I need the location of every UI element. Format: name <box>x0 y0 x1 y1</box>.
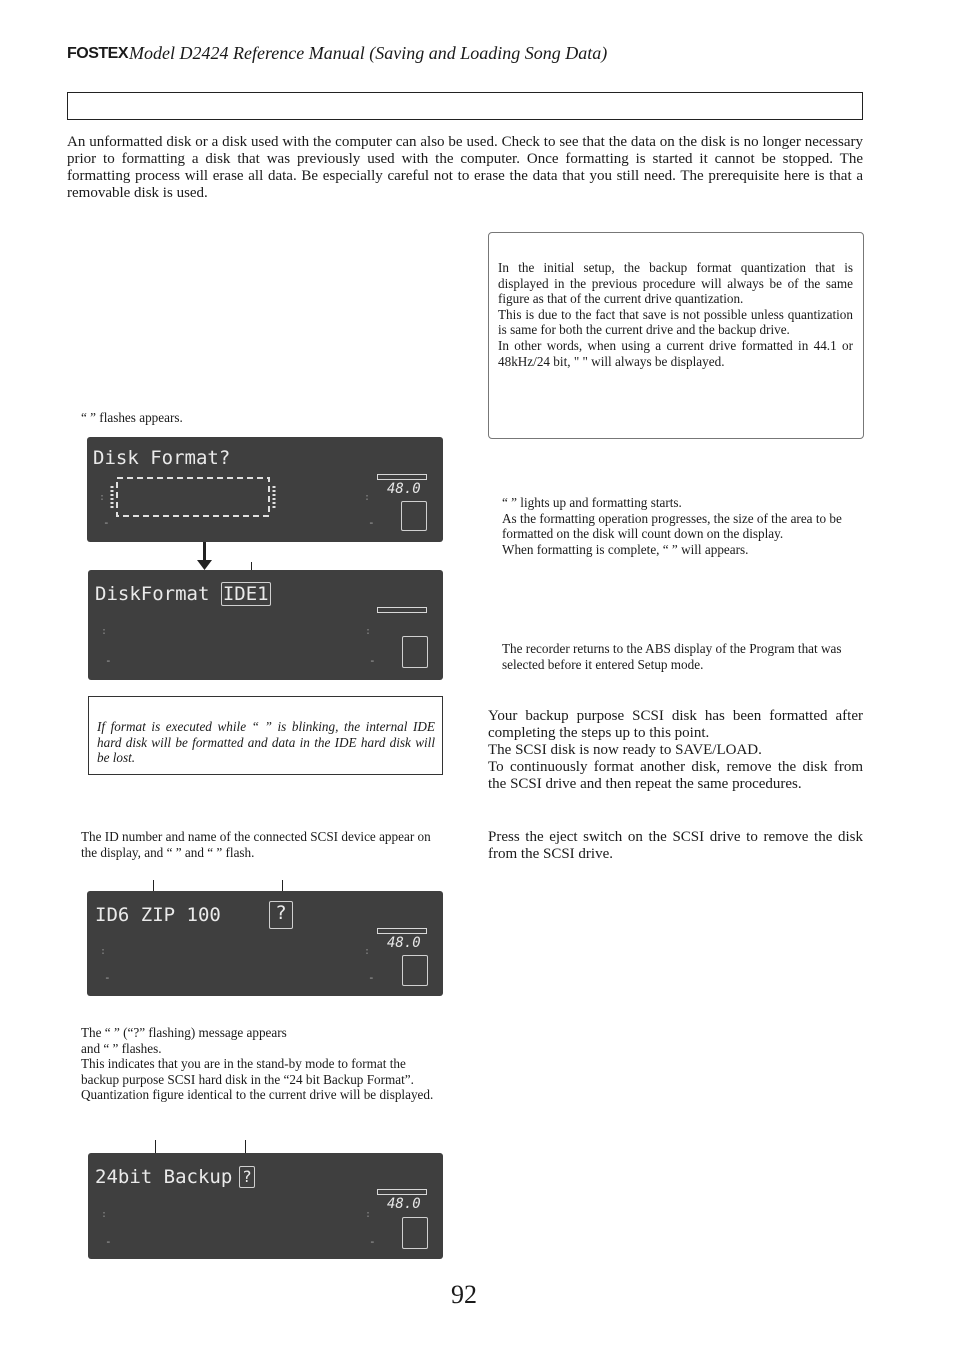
note-box <box>488 232 864 439</box>
fostex-logo: FOSTEX <box>67 45 129 62</box>
disk-indicator-icon <box>402 636 428 668</box>
summary-text: Your backup purpose SCSI disk has been formatted after completing the steps up to this point. The SCSI disk is now ready to SAVE/LOAD. To continuously format another disk, remove the disk from the SCSI drive and then repeat the same procedures. <box>488 708 863 792</box>
lcd-scsi-text: ID6 ZIP 100 <box>95 904 221 926</box>
lcd-disk-format: Disk Format? : - : - 48.0 <box>87 437 443 542</box>
step-backup-text: The “ ” (“?” flashing) message appears and “ ” flashes. This indicates that you are in the stand-by mode to format the backup purpose SCSI hard disk in the “24 bit Backup Format”. Quantization figure identical to the current drive will be displayed. <box>81 1025 434 1103</box>
warning-text: If format is executed while “ ” is blinking, the internal IDE hard disk will be formatted and data in the IDE hard disk will be lost. <box>97 719 435 766</box>
eject-text: Press the eject switch on the SCSI drive to remove the disk from the SCSI drive. <box>488 829 863 862</box>
intro-paragraph: An unformatted disk or a disk used with the computer can also be used. Check to see that the data on the disk is no longer necessary prior to formatting a disk that was previously used with the computer. Once formatting is started it cannot be stopped. The formatting process will erase all data. Be especially careful not to erase the data that you still need. The prerequisite here is that a removable disk is used. <box>67 134 863 201</box>
lcd-backup-highlight: ? <box>239 1166 255 1188</box>
disk-indicator-icon <box>401 501 427 531</box>
level-meter <box>377 1189 427 1195</box>
section-heading-box <box>67 92 863 120</box>
step-return-text: The recorder returns to the ABS display of the Program that was selected before it entered Setup mode. <box>502 641 842 672</box>
lcd-ide-highlight: IDE1 <box>222 583 269 605</box>
level-meter <box>377 928 427 934</box>
disk-indicator-icon <box>402 955 428 986</box>
lcd-scsi-highlight: ? <box>269 901 293 929</box>
arrow-head-icon <box>197 560 212 570</box>
sample-rate-display: 48.0 <box>387 1196 421 1212</box>
page-title: Model D2424 Reference Manual (Saving and Loading Song Data) <box>129 43 608 63</box>
lcd-disk-format-ide-text: DiskFormat IDE1 <box>95 583 269 605</box>
lcd-dashed-frame <box>107 474 279 520</box>
step-scsi-text: The ID number and name of the connected SCSI device appear on the display, and “ ” and “ ” flash. <box>81 829 431 860</box>
disk-indicator-icon <box>402 1217 428 1249</box>
lcd-backup-text: 24bit Backup <box>95 1166 233 1188</box>
level-meter <box>377 474 427 480</box>
lcd-disk-format-ide: DiskFormat IDE1 : - : - <box>88 570 443 680</box>
warning-box <box>88 696 443 775</box>
page-number: 92 <box>451 1280 477 1309</box>
lcd-disk-format-text: Disk Format? <box>93 447 231 469</box>
step-flash-text: “ ” flashes appears. <box>81 410 183 425</box>
lcd-scsi-device: ID6 ZIP 100 ? : - : - 48.0 <box>87 891 443 996</box>
arrow-down-icon <box>203 542 206 562</box>
sample-rate-display: 48.0 <box>387 481 421 497</box>
note-text: In the initial setup, the backup format quantization that is displayed in the previous procedure will always be of the same figure as that of the current drive quantization. This is due to the fact that save is not possible unless quantization is same for both the current drive and the backup drive. In other words, when using a current drive formatted in 44.1 or 48kHz/24 bit, " " will always be displayed. <box>498 260 853 369</box>
lcd-backup: 24bit Backup ? : - : - 48.0 <box>88 1153 443 1259</box>
step-lights-text: “ ” lights up and formatting starts. As the formatting operation progresses, the size of the area to be formatted on the disk will count down on the display. When formatting is complete, “ ” will appears. <box>502 495 842 557</box>
level-meter <box>377 607 427 613</box>
sample-rate-display: 48.0 <box>387 935 421 951</box>
